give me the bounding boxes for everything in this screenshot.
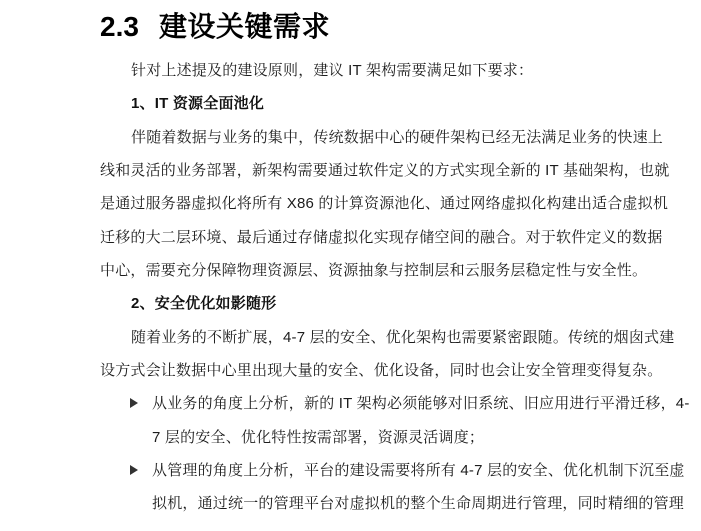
section-title: 建设关键需求: [158, 11, 330, 42]
subheading-line: 2、安全优化如影随形: [131, 295, 277, 313]
bullet-arrow-icon: [130, 398, 138, 408]
paragraph-line: 中心，需要充分保障物理资源层、资源抽象与控制层和云服务层稳定性与安全性。: [100, 262, 648, 280]
section-number: 2.3: [100, 11, 139, 42]
paragraph-line: 是通过服务器虚拟化将所有 X86 的计算资源池化、通过网络虚拟化构建出适合虚拟机: [100, 195, 669, 213]
bullet-text: 从管理的角度上分析，平台的建设需要将所有 4-7 层的安全、优化机制下沉至虚: [152, 462, 685, 480]
paragraph-line: 随着业务的不断扩展，4-7 层的安全、优化架构也需要紧密跟随。传统的烟囱式建: [131, 328, 675, 346]
bullet-line: 拟机，通过统一的管理平台对虚拟机的整个生命周期进行管理，同时精细的管理: [152, 495, 685, 513]
paragraph-line: 伴随着数据与业务的集中，传统数据中心的硬件架构已经无法满足业务的快速上: [131, 128, 664, 146]
bullet-line: [100, 454, 701, 487]
bullet-line: [100, 387, 701, 420]
bullet-text: 从业务的角度上分析，新的 IT 架构必须能够对旧系统、旧应用进行平滑迁移，4-: [152, 395, 690, 413]
section-heading: [100, 11, 701, 43]
bullet-arrow-icon: [130, 465, 138, 475]
bullet-line: 7 层的安全、优化特性按需部署，资源灵活调度；: [152, 428, 485, 446]
document-body: [100, 54, 701, 521]
paragraph-line: 线和灵活的业务部署，新架构需要通过软件定义的方式实现全新的 IT 基础架构，也就: [100, 162, 670, 180]
paragraph-line: 迁移的大二层环境、最后通过存储虚拟化实现存储空间的融合。对于软件定义的数据: [100, 228, 663, 246]
paragraph-line: 设方式会让数据中心里出现大量的安全、优化设备，同时也会让安全管理变得复杂。: [100, 362, 663, 380]
document-page: [0, 11, 701, 531]
subheading-line: 1、IT 资源全面池化: [131, 95, 265, 113]
paragraph-line: 针对上述提及的建设原则，建议 IT 架构需要满足如下要求：: [131, 62, 534, 79]
